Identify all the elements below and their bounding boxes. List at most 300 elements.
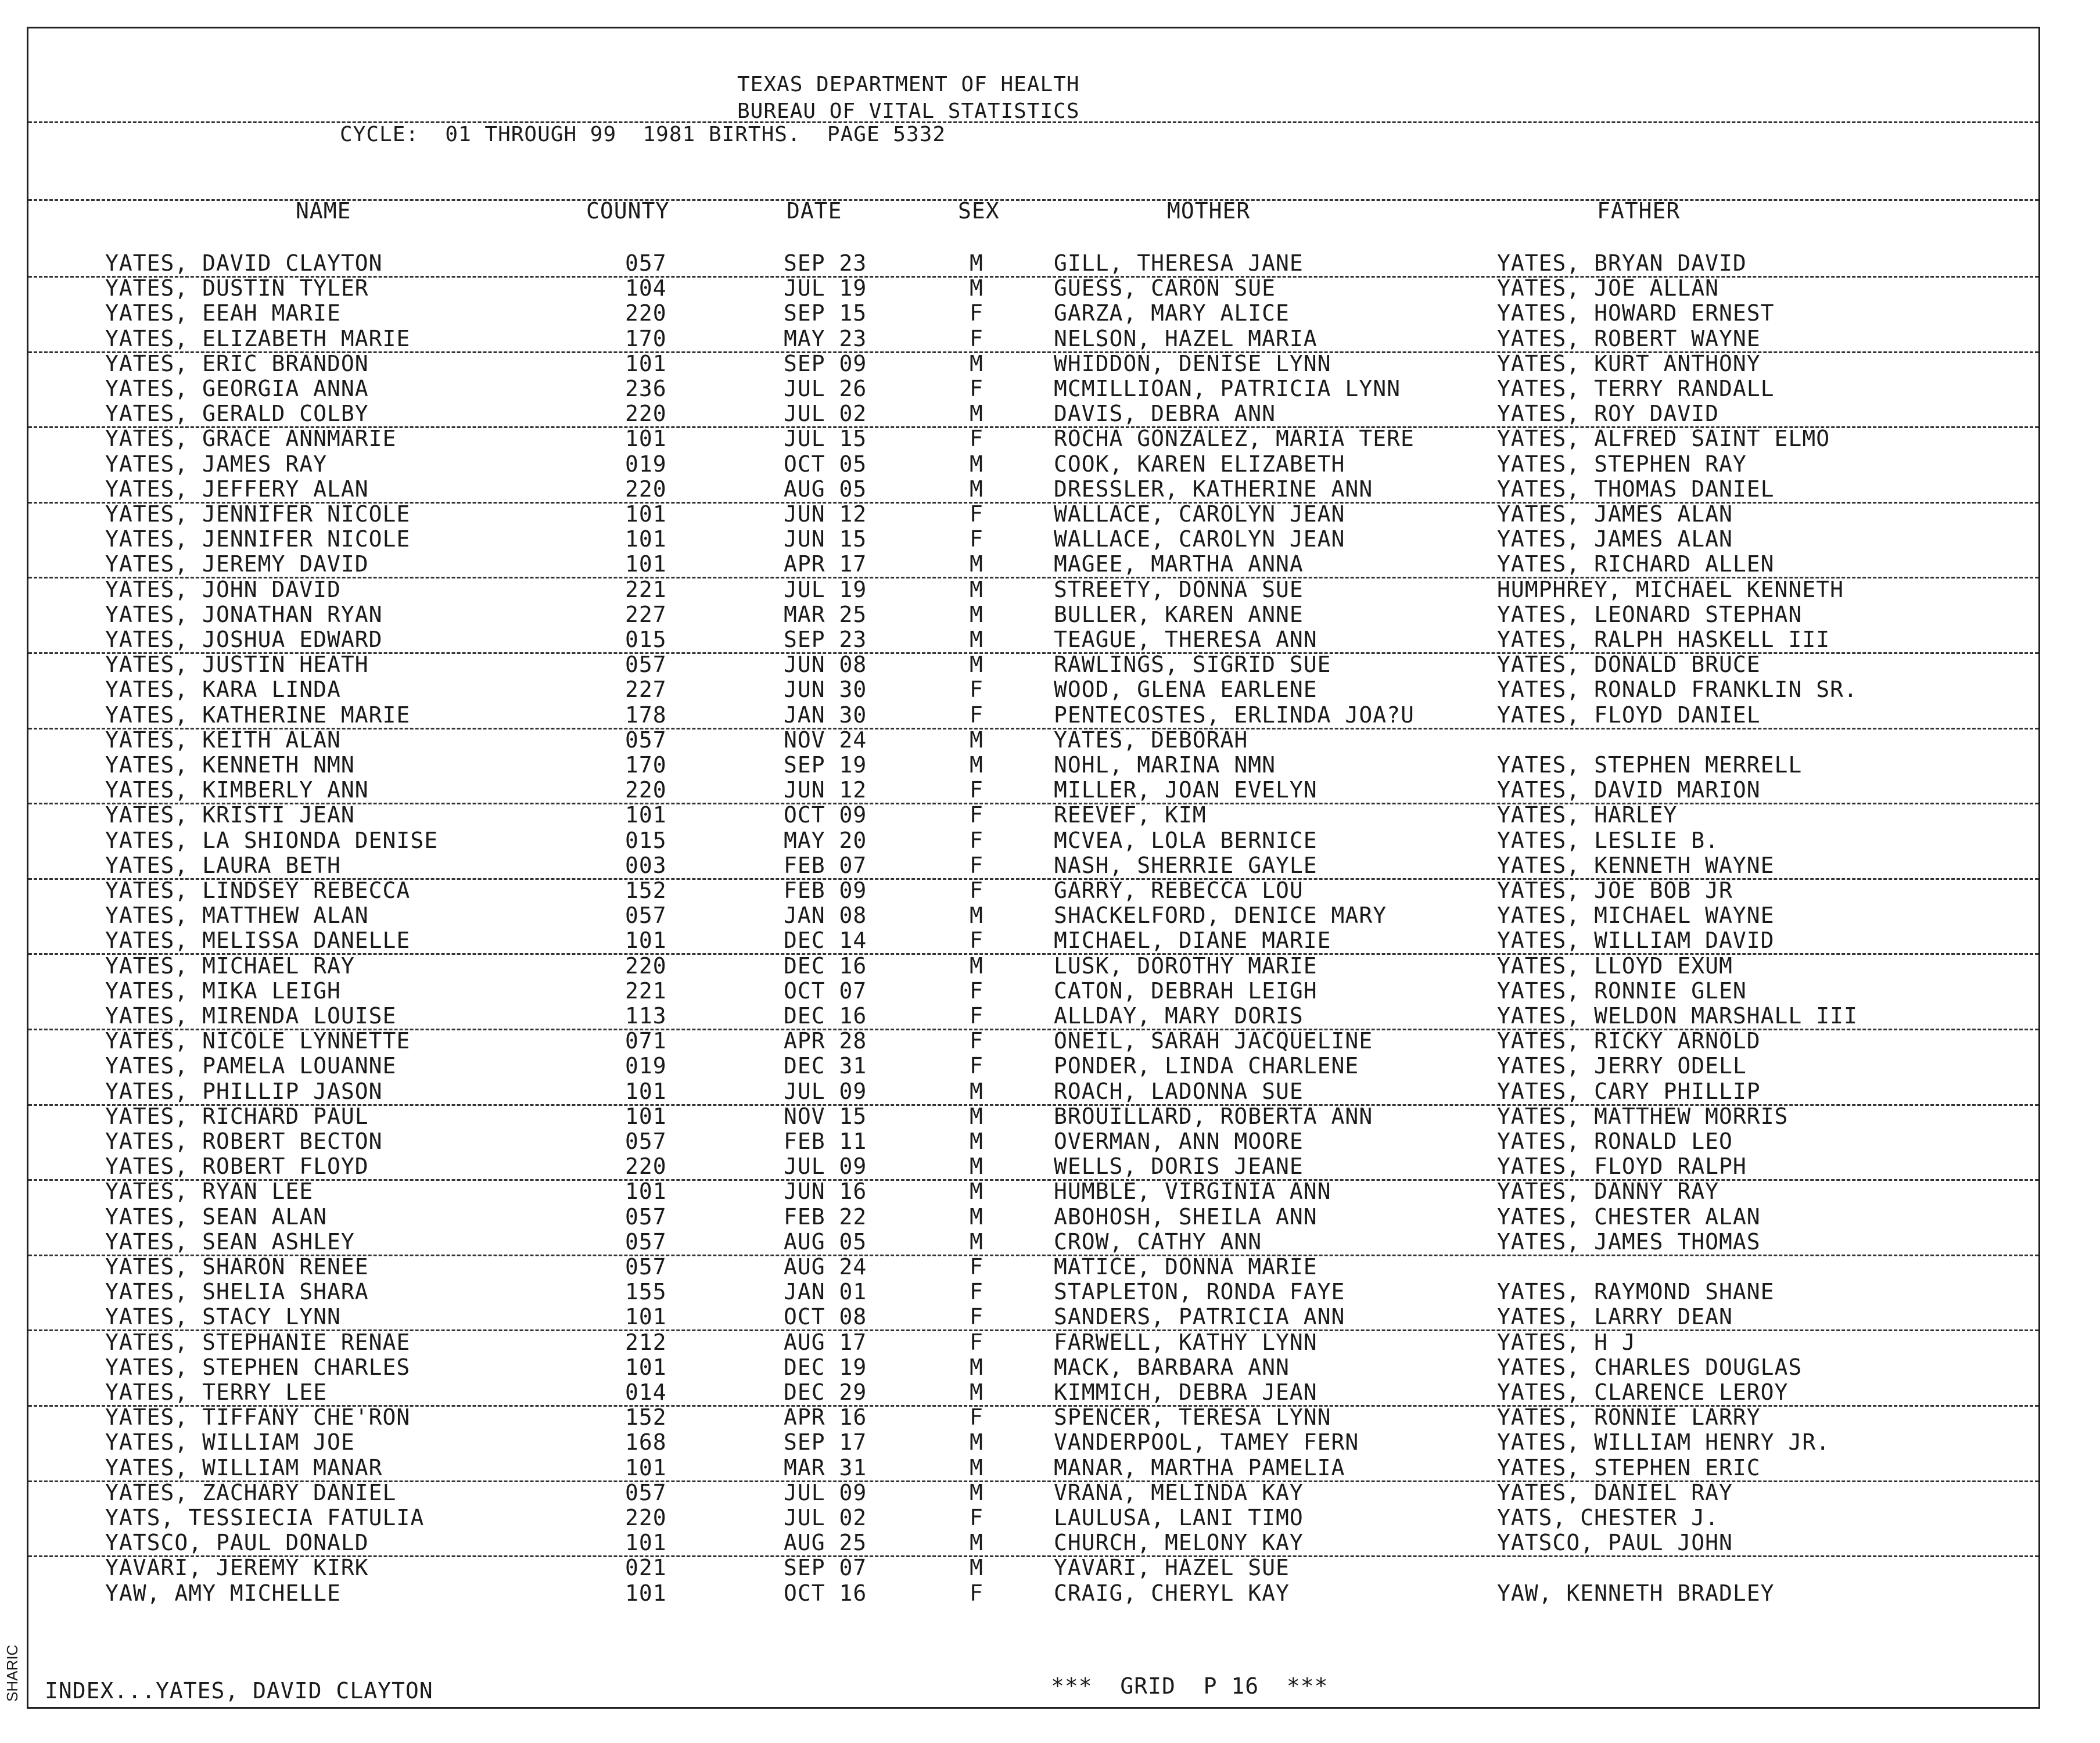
cell-father: YATES, TERRY RANDALL bbox=[1497, 376, 1775, 401]
cell-county: 101 bbox=[625, 1580, 667, 1606]
cell-date: JUN 12 bbox=[784, 501, 867, 527]
cell-mother: WELLS, DORIS JEANE bbox=[1054, 1153, 1304, 1180]
cell-date: MAY 20 bbox=[784, 827, 867, 853]
cell-sex: M bbox=[970, 350, 983, 376]
cell-father: YATES, CHARLES DOUGLAS bbox=[1497, 1354, 1803, 1380]
table-row bbox=[28, 702, 2038, 729]
table-row bbox=[28, 1404, 2038, 1430]
cell-father: YATES, CHESTER ALAN bbox=[1497, 1203, 1761, 1230]
cell-mother: MANAR, MARTHA PAMELIA bbox=[1054, 1454, 1345, 1480]
table-row bbox=[28, 351, 2038, 376]
cell-mother: MICHAEL, DIANE MARIE bbox=[1054, 928, 1331, 954]
cell-sex: M bbox=[970, 401, 983, 427]
cell-county: 101 bbox=[625, 1304, 667, 1330]
cell-father: YATES, LESLIE B. bbox=[1497, 827, 1720, 853]
cell-father: YATES, RICKY ARNOLD bbox=[1497, 1028, 1761, 1054]
cell-mother: WOOD, GLENA EARLENE bbox=[1054, 677, 1318, 703]
cell-mother: ROCHA GONZALEZ, MARIA TERE bbox=[1054, 426, 1415, 452]
table-row bbox=[28, 577, 2038, 602]
table-row bbox=[28, 250, 2038, 278]
table-row bbox=[28, 551, 2038, 578]
cell-father: HUMPHREY, MICHAEL KENNETH bbox=[1497, 576, 1844, 602]
table-row bbox=[28, 1279, 2038, 1304]
cell-name: YATES, RYAN LEE bbox=[105, 1178, 314, 1205]
cell-county: 220 bbox=[625, 777, 667, 803]
table-row bbox=[28, 727, 2038, 753]
cell-mother: WALLACE, CAROLYN JEAN bbox=[1054, 526, 1345, 552]
cell-name: YATES, ERIC BRANDON bbox=[105, 350, 369, 376]
cell-mother: HUMBLE, VIRGINIA ANN bbox=[1054, 1178, 1331, 1205]
cell-date: AUG 24 bbox=[784, 1254, 867, 1280]
cell-date: SEP 09 bbox=[784, 350, 867, 376]
cell-mother: ONEIL, SARAH JACQUELINE bbox=[1054, 1028, 1373, 1054]
cell-mother: MCVEA, LOLA BERNICE bbox=[1054, 827, 1318, 853]
cell-sex: M bbox=[970, 476, 983, 502]
cell-county: 152 bbox=[625, 878, 667, 903]
table-row bbox=[28, 476, 2038, 504]
cell-name: YATES, MICHAEL RAY bbox=[105, 953, 355, 979]
cell-father: YATSCO, PAUL JOHN bbox=[1497, 1530, 1733, 1556]
cell-father: YATES, STEPHEN MERRELL bbox=[1497, 752, 1803, 778]
cell-date: SEP 23 bbox=[784, 250, 867, 276]
table-row bbox=[28, 903, 2038, 928]
cell-sex: M bbox=[970, 551, 983, 577]
cell-name: YATES, MATTHEW ALAN bbox=[105, 903, 369, 929]
table-row bbox=[28, 1254, 2038, 1280]
cell-mother: NELSON, HAZEL MARIA bbox=[1054, 325, 1318, 351]
cell-county: 221 bbox=[625, 576, 667, 602]
cell-county: 220 bbox=[625, 953, 667, 979]
cell-mother: SANDERS, PATRICIA ANN bbox=[1054, 1304, 1345, 1330]
cell-county: 227 bbox=[625, 601, 667, 627]
table-row bbox=[28, 275, 2038, 301]
cell-date: OCT 05 bbox=[784, 451, 867, 477]
table-row bbox=[28, 326, 2038, 353]
cell-father: YATES, JOE BOB JR bbox=[1497, 878, 1733, 903]
cell-father: YATES, DANNY RAY bbox=[1497, 1178, 1720, 1205]
cell-sex: M bbox=[970, 1228, 983, 1255]
table-row bbox=[28, 1505, 2038, 1530]
table-row bbox=[28, 953, 2038, 979]
cell-sex: F bbox=[970, 426, 983, 452]
cell-sex: F bbox=[970, 1028, 983, 1054]
cell-father: YATES, RICHARD ALLEN bbox=[1497, 551, 1775, 577]
cell-father: YATES, RALPH HASKELL III bbox=[1497, 627, 1830, 652]
cell-county: 019 bbox=[625, 1053, 667, 1079]
cell-date: JAN 30 bbox=[784, 702, 867, 728]
cell-father: YATES, CLARENCE LEROY bbox=[1497, 1379, 1789, 1405]
cell-sex: F bbox=[970, 852, 983, 878]
cell-date: SEP 17 bbox=[784, 1429, 867, 1456]
cell-mother: VRANA, MELINDA KAY bbox=[1054, 1479, 1304, 1505]
cell-father: YATES, RONNIE GLEN bbox=[1497, 977, 1747, 1004]
cell-name: YATES, MIKA LEIGH bbox=[105, 977, 341, 1004]
cell-mother: LUSK, DOROTHY MARIE bbox=[1054, 953, 1318, 979]
cell-county: 101 bbox=[625, 551, 667, 577]
cell-date: OCT 16 bbox=[784, 1580, 867, 1606]
cell-father: YATES, HOWARD ERNEST bbox=[1497, 300, 1775, 326]
cell-name: YATES, STEPHEN CHARLES bbox=[105, 1354, 411, 1380]
cell-mother: DRESSLER, KATHERINE ANN bbox=[1054, 476, 1373, 502]
cell-father: YATES, ROY DAVID bbox=[1497, 401, 1720, 427]
cell-date: DEC 29 bbox=[784, 1379, 867, 1405]
cell-mother: SHACKELFORD, DENICE MARY bbox=[1054, 903, 1387, 929]
cell-date: AUG 05 bbox=[784, 476, 867, 502]
column-header-county: COUNTY bbox=[586, 198, 670, 224]
cell-sex: M bbox=[970, 1203, 983, 1230]
cell-name: YATES, RICHARD PAUL bbox=[105, 1103, 369, 1129]
cell-date: MAY 23 bbox=[784, 325, 867, 351]
cell-date: FEB 07 bbox=[784, 852, 867, 878]
cell-sex: F bbox=[970, 1279, 983, 1305]
cell-name: YATES, JOHN DAVID bbox=[105, 576, 341, 602]
header-bureau: BUREAU OF VITAL STATISTICS bbox=[737, 99, 1080, 123]
cell-mother: MATICE, DONNA MARIE bbox=[1054, 1254, 1318, 1280]
cell-sex: F bbox=[970, 1254, 983, 1280]
cell-date: JUN 30 bbox=[784, 677, 867, 703]
cell-father: YATES, LLOYD EXUM bbox=[1497, 953, 1733, 979]
cell-county: 057 bbox=[625, 652, 667, 678]
table-row bbox=[28, 451, 2038, 477]
cell-county: 236 bbox=[625, 376, 667, 401]
cell-mother: DAVIS, DEBRA ANN bbox=[1054, 401, 1276, 427]
cell-county: 170 bbox=[625, 325, 667, 351]
cell-name: YATES, LINDSEY REBECCA bbox=[105, 878, 411, 903]
cell-name: YATES, EEAH MARIE bbox=[105, 300, 341, 326]
table-row bbox=[28, 1329, 2038, 1355]
cell-county: 212 bbox=[625, 1329, 667, 1355]
cell-name: YATES, TIFFANY CHE'RON bbox=[105, 1404, 411, 1431]
cell-name: YATES, ROBERT FLOYD bbox=[105, 1153, 369, 1180]
cell-county: 168 bbox=[625, 1429, 667, 1456]
cell-date: JAN 01 bbox=[784, 1279, 867, 1305]
cell-date: NOV 15 bbox=[784, 1103, 867, 1129]
cell-name: YATES, ROBERT BECTON bbox=[105, 1129, 383, 1154]
cell-mother: GARZA, MARY ALICE bbox=[1054, 300, 1290, 326]
table-row bbox=[28, 878, 2038, 903]
cell-date: SEP 07 bbox=[784, 1555, 867, 1581]
cell-sex: F bbox=[970, 300, 983, 326]
cell-county: 003 bbox=[625, 852, 667, 878]
table-row bbox=[28, 752, 2038, 778]
table-row bbox=[28, 1028, 2038, 1054]
cell-father: YATES, DAVID MARION bbox=[1497, 777, 1761, 803]
cell-father: YATES, KENNETH WAYNE bbox=[1497, 852, 1775, 878]
cell-name: YATES, ZACHARY DANIEL bbox=[105, 1479, 397, 1505]
cell-name: YATES, MIRENDA LOUISE bbox=[105, 1003, 397, 1029]
cell-county: 101 bbox=[625, 1354, 667, 1380]
cell-mother: STREETY, DONNA SUE bbox=[1054, 576, 1304, 602]
cell-mother: CATON, DEBRAH LEIGH bbox=[1054, 977, 1318, 1004]
table-row bbox=[28, 1480, 2038, 1505]
table-row bbox=[28, 426, 2038, 451]
cell-mother: PENTECOSTES, ERLINDA JOA?U bbox=[1054, 702, 1415, 728]
cell-county: 101 bbox=[625, 928, 667, 954]
cell-mother: WALLACE, CAROLYN JEAN bbox=[1054, 501, 1345, 527]
cell-sex: F bbox=[970, 1329, 983, 1355]
table-row bbox=[28, 802, 2038, 828]
cell-county: 170 bbox=[625, 752, 667, 778]
table-row bbox=[28, 928, 2038, 955]
cell-mother: NASH, SHERRIE GAYLE bbox=[1054, 852, 1318, 878]
cell-name: YATES, SHELIA SHARA bbox=[105, 1279, 369, 1305]
cell-mother: COOK, KAREN ELIZABETH bbox=[1054, 451, 1345, 477]
cell-name: YATES, PHILLIP JASON bbox=[105, 1078, 383, 1104]
cell-father: YATES, ROBERT WAYNE bbox=[1497, 325, 1761, 351]
cell-county: 057 bbox=[625, 1228, 667, 1255]
cell-name: YATES, KARA LINDA bbox=[105, 677, 341, 703]
cell-date: APR 28 bbox=[784, 1028, 867, 1054]
cell-name: YATES, STACY LYNN bbox=[105, 1304, 341, 1330]
cell-name: YATES, SEAN ASHLEY bbox=[105, 1228, 355, 1255]
table-row bbox=[28, 1429, 2038, 1455]
cell-mother: YATES, DEBORAH bbox=[1054, 727, 1248, 753]
cell-date: DEC 31 bbox=[784, 1053, 867, 1079]
cell-mother: WHIDDON, DENISE LYNN bbox=[1054, 350, 1331, 376]
cell-date: FEB 11 bbox=[784, 1129, 867, 1154]
cell-name: YATES, JONATHAN RYAN bbox=[105, 601, 383, 627]
cell-date: AUG 05 bbox=[784, 1228, 867, 1255]
table-row bbox=[28, 1153, 2038, 1181]
cell-date: DEC 16 bbox=[784, 953, 867, 979]
cell-sex: F bbox=[970, 1404, 983, 1431]
cell-county: 113 bbox=[625, 1003, 667, 1029]
cell-mother: ALLDAY, MARY DORIS bbox=[1054, 1003, 1304, 1029]
cell-name: YATES, JEREMY DAVID bbox=[105, 551, 369, 577]
table-row bbox=[28, 300, 2038, 326]
cell-father: YATES, JAMES ALAN bbox=[1497, 501, 1733, 527]
cell-mother: MAGEE, MARTHA ANNA bbox=[1054, 551, 1304, 577]
cell-county: 101 bbox=[625, 426, 667, 452]
cell-name: YATES, SHARON RENEE bbox=[105, 1254, 369, 1280]
cell-date: JUN 12 bbox=[784, 777, 867, 803]
cell-sex: F bbox=[970, 827, 983, 853]
cell-father: YATES, KURT ANTHONY bbox=[1497, 350, 1761, 376]
cell-name: YATES, GERALD COLBY bbox=[105, 401, 369, 427]
cell-date: OCT 07 bbox=[784, 977, 867, 1004]
table-row bbox=[28, 1455, 2038, 1482]
cell-father: YATES, WILLIAM DAVID bbox=[1497, 928, 1775, 954]
cell-mother: GILL, THERESA JANE bbox=[1054, 250, 1304, 276]
cell-date: DEC 14 bbox=[784, 928, 867, 954]
cell-name: YATES, JOSHUA EDWARD bbox=[105, 627, 383, 652]
cell-sex: M bbox=[970, 627, 983, 652]
cell-father: YATES, H J bbox=[1497, 1329, 1636, 1355]
cell-sex: M bbox=[970, 1429, 983, 1456]
cell-date: APR 16 bbox=[784, 1404, 867, 1431]
column-header-sex: SEX bbox=[958, 198, 1000, 224]
cell-county: 101 bbox=[625, 501, 667, 527]
cell-date: JUL 09 bbox=[784, 1078, 867, 1104]
cell-father: YATES, RAYMOND SHANE bbox=[1497, 1279, 1775, 1305]
cell-sex: F bbox=[970, 1304, 983, 1330]
table-row bbox=[28, 1555, 2038, 1580]
table-row bbox=[28, 1079, 2038, 1106]
cell-name: YATES, NICOLE LYNNETTE bbox=[105, 1028, 411, 1054]
table-row bbox=[28, 1229, 2038, 1256]
cell-county: 014 bbox=[625, 1379, 667, 1405]
cell-name: YATES, JENNIFER NICOLE bbox=[105, 526, 411, 552]
cell-mother: MILLER, JOAN EVELYN bbox=[1054, 777, 1318, 803]
cell-name: YATES, JAMES RAY bbox=[105, 451, 328, 477]
cell-name: YATSCO, PAUL DONALD bbox=[105, 1530, 369, 1556]
cell-date: AUG 17 bbox=[784, 1329, 867, 1355]
cell-sex: M bbox=[970, 250, 983, 276]
cell-sex: M bbox=[970, 1479, 983, 1505]
cell-mother: CRAIG, CHERYL KAY bbox=[1054, 1580, 1290, 1606]
column-header-mother: MOTHER bbox=[1167, 198, 1251, 224]
cell-sex: M bbox=[970, 1454, 983, 1480]
cell-name: YATES, SEAN ALAN bbox=[105, 1203, 328, 1230]
cell-date: OCT 08 bbox=[784, 1304, 867, 1330]
birth-record-table bbox=[28, 28, 2038, 1707]
header-cycle: CYCLE: 01 THROUGH 99 1981 BIRTHS. PAGE 5332 bbox=[340, 123, 946, 146]
cell-county: 227 bbox=[625, 677, 667, 703]
cell-sex: M bbox=[970, 275, 983, 301]
cell-mother: MACK, BARBARA ANN bbox=[1054, 1354, 1290, 1380]
cell-father: YATS, CHESTER J. bbox=[1497, 1505, 1720, 1530]
cell-mother: MCMILLIOAN, PATRICIA LYNN bbox=[1054, 376, 1401, 401]
table-row bbox=[28, 501, 2038, 527]
cell-sex: M bbox=[970, 576, 983, 602]
cell-name: YATES, KENNETH NMN bbox=[105, 752, 355, 778]
cell-date: JUL 15 bbox=[784, 426, 867, 452]
cell-date: MAR 31 bbox=[784, 1454, 867, 1480]
cell-name: YAVARI, JEREMY KIRK bbox=[105, 1555, 369, 1581]
cell-father: YATES, FLOYD RALPH bbox=[1497, 1153, 1747, 1180]
cell-mother: ABOHOSH, SHEILA ANN bbox=[1054, 1203, 1318, 1230]
cell-father: YATES, DANIEL RAY bbox=[1497, 1479, 1733, 1505]
cell-sex: M bbox=[970, 652, 983, 678]
cell-name: YATES, DAVID CLAYTON bbox=[105, 250, 383, 276]
cell-county: 057 bbox=[625, 1479, 667, 1505]
table-row bbox=[28, 777, 2038, 804]
cell-mother: REEVEF, KIM bbox=[1054, 802, 1207, 828]
cell-county: 104 bbox=[625, 275, 667, 301]
cell-date: AUG 25 bbox=[784, 1530, 867, 1556]
cell-name: YAW, AMY MICHELLE bbox=[105, 1580, 341, 1606]
side-label: SHARIC bbox=[3, 1644, 21, 1702]
cell-name: YATES, WILLIAM JOE bbox=[105, 1429, 355, 1456]
cell-county: 101 bbox=[625, 1078, 667, 1104]
cell-name: YATES, GEORGIA ANNA bbox=[105, 376, 369, 401]
cell-sex: F bbox=[970, 777, 983, 803]
cell-mother: BROUILLARD, ROBERTA ANN bbox=[1054, 1103, 1373, 1129]
cell-sex: M bbox=[970, 727, 983, 753]
cell-mother: KIMMICH, DEBRA JEAN bbox=[1054, 1379, 1318, 1405]
cell-father: YATES, JAMES ALAN bbox=[1497, 526, 1733, 552]
cell-county: 015 bbox=[625, 627, 667, 652]
cell-father: YATES, ALFRED SAINT ELMO bbox=[1497, 426, 1830, 452]
cell-county: 101 bbox=[625, 802, 667, 828]
cell-county: 178 bbox=[625, 702, 667, 728]
cell-sex: M bbox=[970, 752, 983, 778]
cell-sex: F bbox=[970, 1053, 983, 1079]
cell-mother: GUESS, CARON SUE bbox=[1054, 275, 1276, 301]
cell-county: 220 bbox=[625, 401, 667, 427]
cell-father: YATES, JAMES THOMAS bbox=[1497, 1228, 1761, 1255]
table-row bbox=[28, 1379, 2038, 1407]
cell-county: 057 bbox=[625, 903, 667, 929]
grid-page-footer: *** GRID P 16 *** bbox=[1051, 1673, 1329, 1699]
table-row bbox=[28, 828, 2038, 853]
table-row bbox=[28, 1304, 2038, 1331]
cell-date: NOV 24 bbox=[784, 727, 867, 753]
cell-date: FEB 22 bbox=[784, 1203, 867, 1230]
cell-sex: M bbox=[970, 903, 983, 929]
cell-date: FEB 09 bbox=[784, 878, 867, 903]
cell-father: YATES, RONNIE LARRY bbox=[1497, 1404, 1761, 1431]
table-row bbox=[28, 853, 2038, 880]
cell-mother: PONDER, LINDA CHARLENE bbox=[1054, 1053, 1359, 1079]
record-sheet bbox=[27, 27, 2040, 1709]
table-row bbox=[28, 1178, 2038, 1204]
cell-name: YATES, KATHERINE MARIE bbox=[105, 702, 411, 728]
cell-sex: F bbox=[970, 501, 983, 527]
table-row bbox=[28, 602, 2038, 627]
cell-county: 057 bbox=[625, 1203, 667, 1230]
cell-sex: M bbox=[970, 1078, 983, 1104]
cell-county: 057 bbox=[625, 1254, 667, 1280]
cell-sex: M bbox=[970, 1379, 983, 1405]
cell-county: 101 bbox=[625, 1103, 667, 1129]
cell-father: YATES, WELDON MARSHALL III bbox=[1497, 1003, 1858, 1029]
table-row bbox=[28, 1354, 2038, 1380]
table-row bbox=[28, 677, 2038, 702]
cell-father: YATES, STEPHEN ERIC bbox=[1497, 1454, 1761, 1480]
cell-sex: F bbox=[970, 376, 983, 401]
cell-county: 021 bbox=[625, 1555, 667, 1581]
cell-county: 155 bbox=[625, 1279, 667, 1305]
cell-name: YATS, TESSIECIA FATULIA bbox=[105, 1505, 425, 1530]
table-row bbox=[28, 1053, 2038, 1079]
cell-mother: CHURCH, MELONY KAY bbox=[1054, 1530, 1304, 1556]
table-row bbox=[28, 1204, 2038, 1230]
cell-name: YATES, TERRY LEE bbox=[105, 1379, 328, 1405]
cell-mother: RAWLINGS, SIGRID SUE bbox=[1054, 652, 1331, 678]
cell-father: YATES, STEPHEN RAY bbox=[1497, 451, 1747, 477]
cell-mother: LAULUSA, LANI TIMO bbox=[1054, 1505, 1304, 1530]
cell-date: DEC 16 bbox=[784, 1003, 867, 1029]
table-row bbox=[28, 652, 2038, 677]
cell-sex: F bbox=[970, 878, 983, 903]
cell-name: YATES, JEFFERY ALAN bbox=[105, 476, 369, 502]
cell-sex: M bbox=[970, 1354, 983, 1380]
cell-mother: OVERMAN, ANN MOORE bbox=[1054, 1129, 1304, 1154]
cell-date: JUN 08 bbox=[784, 652, 867, 678]
cell-mother: STAPLETON, RONDA FAYE bbox=[1054, 1279, 1345, 1305]
cell-county: 101 bbox=[625, 350, 667, 376]
cell-mother: YAVARI, HAZEL SUE bbox=[1054, 1555, 1290, 1581]
cell-date: JUL 26 bbox=[784, 376, 867, 401]
cell-county: 220 bbox=[625, 1505, 667, 1530]
column-header-father: FATHER bbox=[1597, 198, 1681, 224]
cell-date: JUL 19 bbox=[784, 576, 867, 602]
cell-name: YATES, GRACE ANNMARIE bbox=[105, 426, 397, 452]
cell-county: 101 bbox=[625, 526, 667, 552]
cell-sex: M bbox=[970, 601, 983, 627]
cell-mother: SPENCER, TERESA LYNN bbox=[1054, 1404, 1331, 1431]
cell-county: 221 bbox=[625, 977, 667, 1004]
cell-county: 101 bbox=[625, 1178, 667, 1205]
cell-date: SEP 15 bbox=[784, 300, 867, 326]
cell-name: YATES, LA SHIONDA DENISE bbox=[105, 827, 439, 853]
cell-county: 057 bbox=[625, 250, 667, 276]
cell-date: MAR 25 bbox=[784, 601, 867, 627]
cell-sex: F bbox=[970, 977, 983, 1004]
table-row bbox=[28, 1003, 2038, 1030]
cell-father: YATES, MATTHEW MORRIS bbox=[1497, 1103, 1789, 1129]
